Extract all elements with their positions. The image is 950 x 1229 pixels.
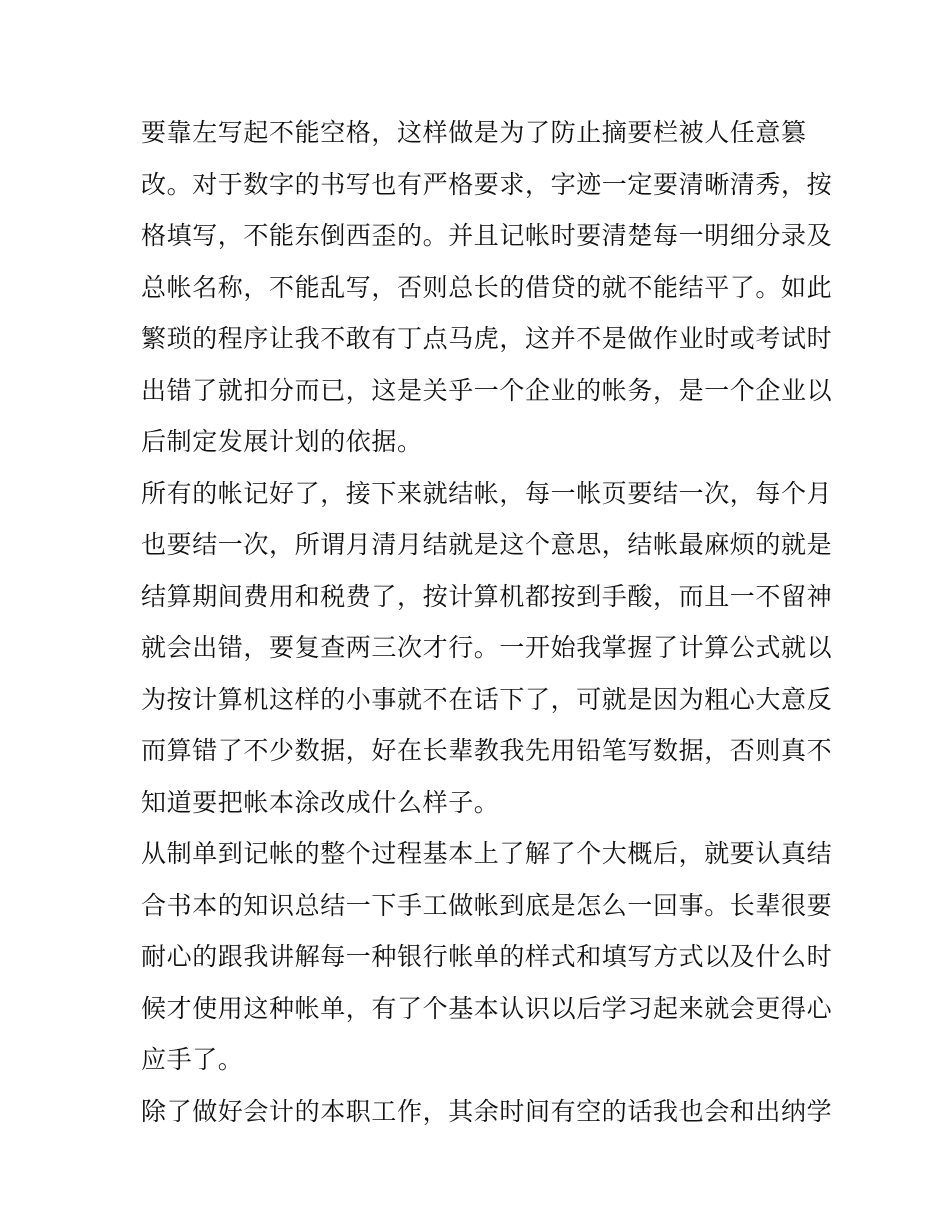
text-line: 知道要把帐本涂改成什么样子。 [141,787,500,817]
text-line: 繁琐的程序让我不敢有丁点马虎，这并不是做作业时或考试时 [141,324,833,353]
text-line: 结算期间费用和税费了，按计算机都按到手酸，而且一不留神 [141,581,833,611]
text-line: 改。对于数字的书写也有严格要求，字迹一定要清晰清秀，按 [141,169,833,199]
paragraph-closing-accounts [141,468,833,829]
text-line: 总帐名称，不能乱写，否则总长的借贷的就不能结平了。如此 [141,272,833,302]
text-line: 就会出错，要复查两三次才行。一开始我掌握了计算公式就以 [141,633,833,662]
text-line: 合书本的知识总结一下手工做帐到底是怎么一回事。长辈很要 [141,890,833,920]
text-line: 也要结一次，所谓月清月结就是这个意思，结帐最麻烦的就是 [141,530,833,559]
text-line: 耐心的跟我讲解每一种银行帐单的样式和填写方式以及什么时 [141,942,833,971]
text-line: 格填写，不能东倒西歪的。并且记帐时要清楚每一明细分录及 [141,221,833,250]
document-body [141,107,833,1137]
text-line: 应手了。 [141,1045,244,1074]
text-line: 从制单到记帐的整个过程基本上了解了个大概后，就要认真结 [141,839,833,868]
paragraph-other-work [141,1086,833,1138]
text-line: 为按计算机这样的小事就不在话下了，可就是因为粗心大意反 [141,684,833,714]
text-line: 除了做好会计的本职工作，其余时间有空的话我也会和出纳学 [141,1096,833,1126]
text-line: 出错了就扣分而已，这是关乎一个企业的帐务，是一个企业以 [141,375,833,405]
paragraph-bookkeeping-rules [141,107,833,468]
text-line: 候才使用这种帐单，有了个基本认识以后学习起来就会更得心 [141,993,833,1023]
text-line: 而算错了不少数据，好在长辈教我先用铅笔写数据，否则真不 [141,736,833,765]
text-line: 后制定发展计划的依据。 [141,427,423,456]
text-line: 所有的帐记好了，接下来就结帐，每一帐页要结一次，每个月 [141,478,833,508]
paragraph-manual-accounting [141,828,833,1086]
text-line: 要靠左写起不能空格，这样做是为了防止摘要栏被人任意篡 [141,118,807,147]
